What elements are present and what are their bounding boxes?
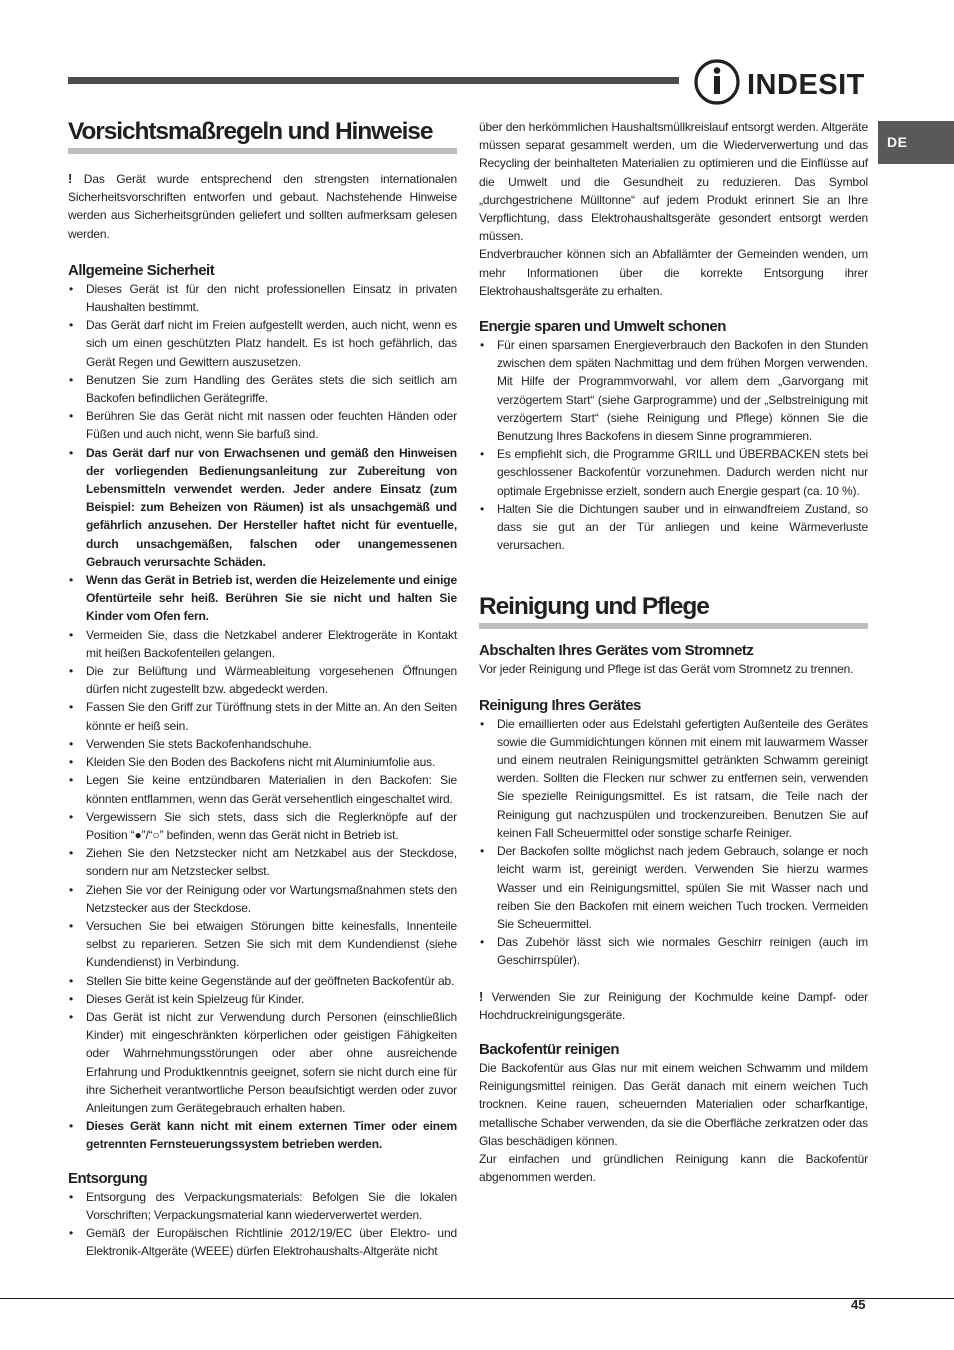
list-item-text: Dieses Gerät kann nicht mit einem externen Timer oder einem getrennten Fernsteuerungssystem betrieben werden. (86, 1119, 457, 1152)
section-title-precautions: Vorsichtsmaßregeln und Hinweise (68, 116, 457, 154)
list-item (479, 500, 868, 555)
list-item (68, 698, 457, 734)
bullet-icon: • (69, 918, 74, 933)
cleaning-list (479, 715, 868, 970)
cleaning-warning-text: Verwenden Sie zur Reinigung der Kochmulde keine Dampf- oder Hochdruckreinigungsgeräte. (479, 989, 868, 1022)
heading-cleaning-appliance: Reinigung Ihres Gerätes (479, 696, 641, 714)
left-column (68, 116, 457, 1260)
bullet-icon: • (69, 755, 74, 770)
warning-mark: ! (479, 988, 484, 1004)
section-title-cleaning: Reinigung und Pflege (479, 591, 868, 629)
list-item (479, 336, 868, 445)
list-item (68, 571, 457, 626)
list-item (68, 280, 457, 316)
list-item-text: Kleiden Sie den Boden des Backofens nicht mit Aluminiumfolie aus. (86, 755, 436, 770)
list-item (68, 990, 457, 1008)
page-number: 45 (851, 1297, 866, 1312)
bullet-icon: • (69, 1119, 74, 1134)
bullet-icon: • (69, 1009, 74, 1024)
list-item (68, 407, 457, 443)
bullet-icon: • (69, 627, 74, 642)
list-item (68, 662, 457, 698)
list-item-text: Dieses Gerät ist für den nicht professionellen Einsatz in privaten Haushalten bestimmt. (86, 281, 457, 315)
list-item (68, 972, 457, 990)
cleaning-warning (479, 988, 868, 1024)
power-off-text: Vor jeder Reinigung und Pflege ist das Gerät vom Stromnetz zu trennen. (479, 662, 854, 677)
energy-list (479, 336, 868, 554)
list-item (68, 626, 457, 662)
heading-general-safety: Allgemeine Sicherheit (68, 261, 215, 279)
bullet-icon: • (69, 736, 74, 751)
list-item-text: Das Gerät ist nicht zur Verwendung durch Personen (einschließlich Kinder) mit eingeschränkten körperlichen oder geistigen Fähigkeiten oder Wahrnehmungsstörungen oder aber ohne ausreichende Erfahrung und Produktkenntnis geeignet, sofern sie nicht durch eine für ihre Sicherheit verantwortliche Person beaufsichtigt werden oder zuvor Anleitungen zum Gerätegebrauch erhalten haben. (86, 1009, 457, 1115)
list-item-text: Wenn das Gerät in Betrieb ist, werden die Heizelemente und einige Ofentürteile sehr heiß. Berühren Sie sie nicht und halten Sie Kinder vom Ofen fern. (86, 573, 457, 624)
heading-power-off: Abschalten Ihres Gerätes vom Stromnetz (479, 642, 754, 660)
header-bar (68, 77, 679, 84)
list-item-text: Verwenden Sie stets Backofenhandschuhe. (86, 736, 312, 751)
bullet-icon: • (480, 844, 485, 859)
list-item-text: Das Gerät darf nur von Erwachsenen und gemäß den Hinweisen der vorliegenden Bedienungsanleitung zur Zubereitung von Lebensmitteln verwendet werden. Jeder andere Einsatz (zum Beispiel: zum Beheizen von Räumen) ist als unsachgemäß und gefährlich anzusehen. Der Hersteller haftet nicht für eventuelle, durch unsachgemäßen, falschen oder unangemessenen Gebrauch verursachte Schäden. (86, 445, 457, 569)
list-item (68, 881, 457, 917)
disposal-continued: über den herkömmlichen Haushaltsmüllkreislauf entsorgt werden. Altgeräte müssen separat gesammelt werden, um die Wiederverwertung und das Recycling der beinhalteten Materialien zu optimieren und die Einflüsse auf die Umwelt und die Gesundheit zu reduzieren. Das Symbol „durchgestrichene Mülltonne“ auf jedem Produkt erinnert Sie an Ihre Verpflichtung, dass Elektrohaushaltsgeräte gesondert entsorgt werden müssen. (479, 120, 868, 244)
disposal-list (68, 1188, 457, 1261)
list-item (68, 444, 457, 571)
bullet-icon: • (69, 372, 74, 387)
bullet-icon: • (69, 1189, 74, 1204)
bullet-icon: • (69, 700, 74, 715)
language-tab (878, 121, 954, 164)
intro-text: Das Gerät wurde entsprechend den strengsten internationalen Sicherheitsvorschriften entworfen und gebaut. Nachstehende Hinweise werden aus Sicherheitsgründen geliefert und sollten aufmerksam gelesen werden. (68, 172, 457, 241)
bullet-icon: • (480, 338, 485, 353)
logo-wordmark: INDESIT (747, 69, 865, 101)
list-item-text: Dieses Gerät ist kein Spielzeug für Kinder. (86, 991, 305, 1006)
bullet-icon: • (69, 991, 74, 1006)
bullet-icon: • (69, 1225, 74, 1240)
bullet-icon: • (69, 973, 74, 988)
list-item (68, 771, 457, 807)
list-item-text: Versuchen Sie bei etwaigen Störungen bitte keinesfalls, Innenteile selbst zu reparieren. Setzen Sie sich mit dem Kundendienst (siehe Kundendienst) in Verbindung. (86, 918, 457, 970)
bullet-icon: • (69, 773, 74, 788)
list-item (68, 735, 457, 753)
list-item-text: Stellen Sie bitte keine Gegenstände auf der geöffneten Backofentür ab. (86, 973, 455, 988)
heading-energy: Energie sparen und Umwelt schonen (479, 318, 726, 336)
list-item-text: Das Gerät darf nicht im Freien aufgestellt werden, auch nicht, wenn es sich um einen geschützten Platz handelt. Es ist hoch gefährlich, das Gerät Regen und Gewittern auszusetzen. (86, 318, 457, 369)
intro-paragraph (68, 170, 457, 243)
disposal-continued-2: Endverbraucher können sich an Abfallämter der Gemeinden wenden, um mehr Informationen über die korrekte Entsorgung ihrer Elektrohaushaltsgeräte zu erhalten. (479, 247, 868, 298)
safety-list (68, 280, 457, 1154)
list-item-text: Ziehen Sie vor der Reinigung oder vor Wartungsmaßnahmen stets den Netzstecker aus der Steckdose. (86, 882, 457, 915)
oven-door-text-2: Zur einfachen und gründlichen Reinigung kann die Backofentür abgenommen werden. (479, 1151, 868, 1185)
list-item-text: Benutzen Sie zum Handling des Gerätes stets die sich seitlich am Backofen befindlichen Gerätegriffe. (86, 372, 457, 406)
list-item-text: Halten Sie die Dichtungen sauber und in einwandfreiem Zustand, so dass sie gut an der Tür anliegen und keine Wärmeverluste verursachen. (497, 501, 868, 553)
list-item-text: Entsorgung des Verpackungsmaterials: Befolgen Sie die lokalen Vorschriften; Verpackungsmaterial kann wiederverwertet werden. (86, 1189, 457, 1222)
list-item-text: Die zur Belüftung und Wärmeableitung vorgesehenen Öffnungen dürfen nicht zugestellt bzw. abgedeckt werden. (86, 664, 457, 697)
list-item (68, 844, 457, 880)
list-item-text: Ziehen Sie den Netzstecker nicht am Netzkabel aus der Steckdose, sondern nur am Netzstecker selbst. (86, 846, 457, 879)
list-item (68, 371, 457, 407)
list-item (479, 445, 868, 500)
list-item-text: Das Zubehör lässt sich wie normales Geschirr reinigen (auch im Geschirrspüler). (497, 935, 868, 968)
list-item-text: Für einen sparsamen Energieverbrauch den Backofen in den Stunden zwischen dem späten Nachmittag und dem frühen Morgen verwenden. Mit Hilfe der Programmvorwahl, vor allem dem „Garvorgang mit verzögertem Start“ (siehe Garprogramme) und der „Selbstreinigung mit verzögertem Start“ (siehe Reinigung und Pflege) können Sie die Benutzung Ihres Backofens in diesem Sinne programmieren. (497, 338, 868, 444)
warning-mark: ! (68, 171, 73, 186)
list-item (68, 1117, 457, 1153)
bullet-icon: • (480, 501, 485, 516)
bullet-icon: • (69, 809, 74, 824)
list-item (68, 1224, 457, 1260)
bullet-icon: • (480, 935, 485, 950)
list-item-text: Der Backofen sollte möglichst nach jedem Gebrauch, solange er noch leicht warm ist, gereinigt werden. Verwenden Sie hierzu warmes Wasser und ein Reinigungsmittel, spülen Sie mit Wasser nach und reiben Sie den Backofen mit einem weichen Tuch trocken. Vermeiden Sie Scheuermittel. (497, 844, 868, 931)
list-item-text: Vermeiden Sie, dass die Netzkabel anderer Elektrogeräte in Kontakt mit heißen Backofenteilen gelangen. (86, 627, 457, 660)
bullet-icon: • (69, 281, 74, 296)
list-item (68, 1188, 457, 1224)
bullet-icon: • (69, 573, 74, 588)
language-label: DE (887, 134, 908, 150)
bullet-icon: • (69, 409, 74, 424)
list-item-text: Fassen Sie den Griff zur Türöffnung stets in der Mitte an. An den Seiten könnte er heiß sein. (86, 700, 457, 733)
bullet-icon: • (69, 445, 74, 460)
bullet-icon: • (69, 882, 74, 897)
footer-rule (0, 1298, 954, 1299)
list-item (479, 842, 868, 933)
heading-disposal: Entsorgung (68, 1169, 148, 1187)
list-item (68, 917, 457, 972)
bullet-icon: • (69, 846, 74, 861)
bullet-icon: • (69, 664, 74, 679)
list-item-text: Berühren Sie das Gerät nicht mit nassen oder feuchten Händen oder Füßen und auch nicht, wenn Sie barfuß sind. (86, 409, 457, 442)
right-column (479, 118, 868, 1186)
list-item (479, 715, 868, 842)
list-item-text: Gemäß der Europäischen Richtlinie 2012/19/EC über Elektro- und Elektronik-Altgeräte (WEEE) dürfen Elektrohaushalts-Altgeräte nicht (86, 1225, 457, 1259)
list-item-text: Es empfiehlt sich, die Programme GRILL und ÜBERBACKEN stets bei geschlossener Backofentür vorzunehmen. Dadurch werden nicht nur optimale Ergebnisse erzielt, sondern auch Energie gespart (ca. 10 %). (497, 447, 868, 498)
bullet-icon: • (480, 447, 485, 462)
list-item (68, 1008, 457, 1117)
list-item (68, 753, 457, 771)
list-item (68, 316, 457, 371)
list-item-text: Legen Sie keine entzündbaren Materialien in den Backofen: Sie könnten entflammen, wenn das Gerät versehentlich eingeschaltet wird. (86, 773, 457, 806)
bullet-icon: • (480, 716, 485, 731)
indesit-logo (693, 58, 871, 106)
list-item (68, 808, 457, 844)
list-item (479, 933, 868, 969)
list-item-text: Vergewissern Sie sich stets, dass sich die Reglerknöpfe auf der Position “●”/“○” befinden, wenn das Gerät nicht in Betrieb ist. (86, 809, 457, 842)
list-item-text: Die emaillierten oder aus Edelstahl gefertigten Außenteile des Gerätes sowie die Gummidichtungen können mit einem mit lauwarmem Wasser und einem neutralen Reinigungsmittel getränkten Schwamm gereinigt werden. Sollten die Flecken nur schwer zu entfernen sein, verwenden Sie spezielle Reinigungsmittel. Es ist ratsam, die Teile nach der Reinigung gut nachzuspülen und trockenzureiben. Benutzen Sie auf keinen Fall Scheuermittel oder sonstige scharfe Reiniger. (497, 716, 868, 840)
bullet-icon: • (69, 318, 74, 333)
heading-oven-door: Backofentür reinigen (479, 1040, 620, 1058)
oven-door-text: Die Backofentür aus Glas nur mit einem weichen Schwamm und mildem Reinigungsmittel reinigen. Das Gerät danach mit einem weichen Tuch trocknen. Keine rauen, scheuernden Materialien oder scharfkantige, metallische Schaber verwenden, da sie die Oberfläche zerkratzen oder das Glas beschädigen können. (479, 1060, 868, 1148)
